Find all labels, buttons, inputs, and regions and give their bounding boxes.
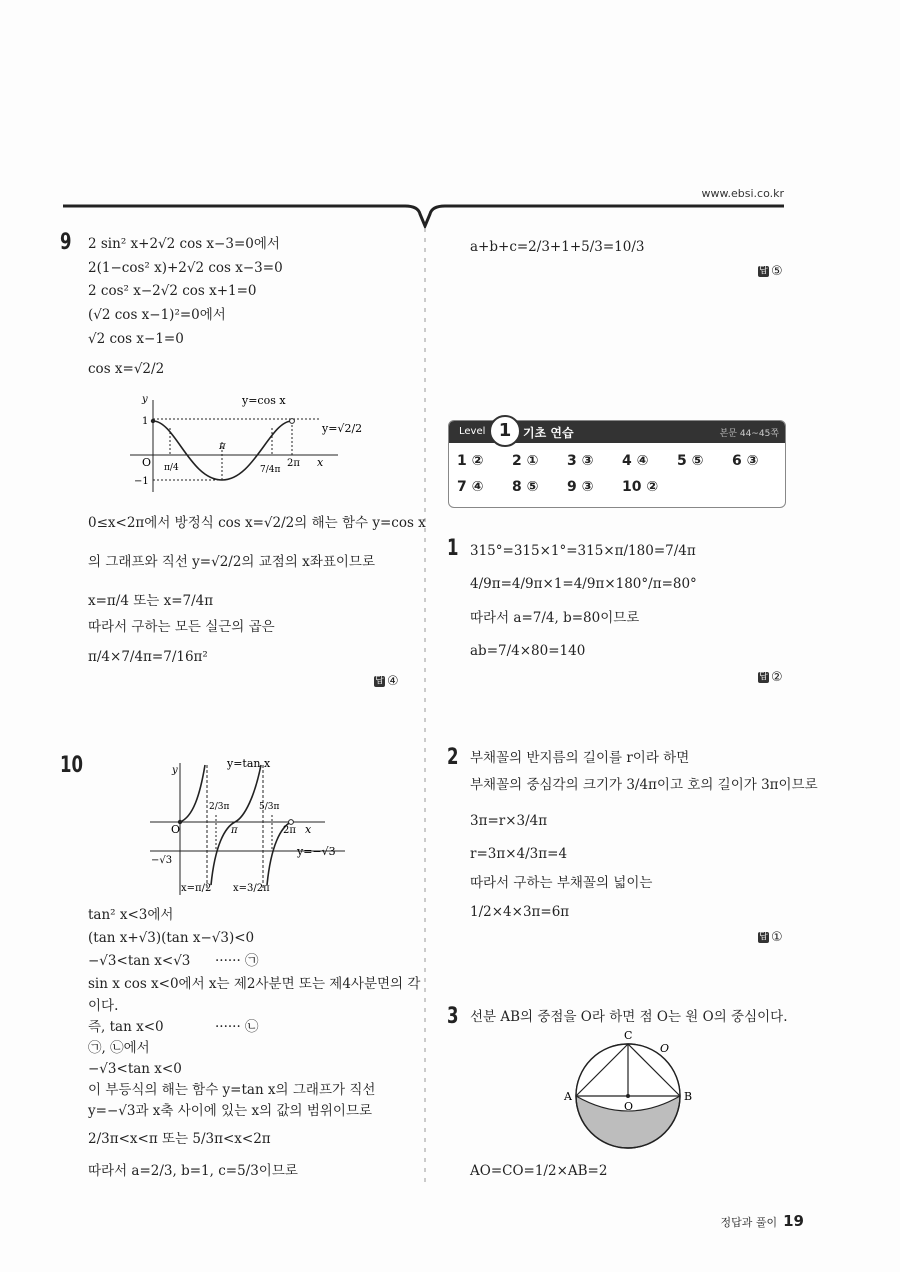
level-answer: 1 ② bbox=[457, 453, 484, 469]
point-c: C bbox=[624, 1029, 633, 1042]
cos-pi4: π/4 bbox=[164, 463, 179, 473]
q1-line-2: 4/9π=4/9π×1=4/9π×180°/π=80° bbox=[470, 576, 697, 592]
level-ref: 본문 44~45쪽 bbox=[719, 429, 779, 439]
p9-text-3: x=π/4 또는 x=7/4π bbox=[88, 593, 214, 609]
q3-line-1: 선분 AB의 중점을 O라 하면 점 O는 원 O의 중심이다. bbox=[470, 1009, 788, 1025]
p9-line-2: 2(1−cos² x)+2√2 cos x−3=0 bbox=[88, 260, 283, 276]
question-1-number: 1 bbox=[447, 536, 459, 561]
point-a: A bbox=[564, 1090, 572, 1103]
cos-pi: π bbox=[219, 441, 226, 452]
point-b: B bbox=[684, 1090, 693, 1103]
p10-line-11: 2/3π<x<π 또는 5/3π<x<2π bbox=[88, 1131, 271, 1147]
p10-line-7: ㉠, ㉡에서 bbox=[88, 1040, 150, 1056]
circle-diagram bbox=[560, 1026, 700, 1156]
site-url: www.ebsi.co.kr bbox=[701, 187, 784, 200]
q2-line-1: 부채꼴의 반지름의 길이를 r이라 하면 bbox=[470, 750, 690, 766]
q2-line-5: 따라서 구하는 부채꼴의 넓이는 bbox=[470, 875, 653, 891]
tan-asymptote-1: x=π/2 bbox=[181, 883, 212, 894]
tan-asymptote-2: x=3/2π bbox=[233, 883, 270, 894]
p10-line-8: −√3<tan x<0 bbox=[88, 1061, 182, 1077]
cos-graph bbox=[120, 392, 380, 502]
q2-line-6: 1/2×4×3π=6π bbox=[470, 904, 570, 920]
p10-line-6: 즉, tan x<0 bbox=[88, 1019, 164, 1035]
q1-answer: 답 ② bbox=[759, 670, 783, 685]
q2-answer: 답 ① bbox=[759, 930, 783, 945]
level-number-badge: 1 bbox=[489, 415, 521, 447]
page-footer bbox=[720, 1212, 804, 1230]
q3-line-2: AO=CO=1/2×AB=2 bbox=[470, 1163, 608, 1179]
level-answer: 5 ⑤ bbox=[677, 453, 704, 469]
level-answer: 2 ① bbox=[512, 453, 539, 469]
p10-line-10: y=−√3과 x축 사이에 있는 x의 값의 범위이므로 bbox=[88, 1103, 373, 1119]
cos-one: 1 bbox=[142, 416, 149, 427]
question-3-number: 3 bbox=[447, 1004, 459, 1029]
tan-title: y=tan x bbox=[227, 757, 271, 770]
p9-text-2: 의 그래프와 직선 y=√2/2의 교점의 x좌표이므로 bbox=[88, 554, 375, 570]
p10-line-5: 이다. bbox=[88, 998, 119, 1014]
footer-label: 정답과 풀이 bbox=[720, 1216, 778, 1229]
level-answer: 9 ③ bbox=[567, 479, 594, 495]
tan-pi: π bbox=[231, 825, 238, 836]
tan-origin: O bbox=[171, 823, 181, 836]
r-top-answer: 답 ⑤ bbox=[759, 264, 783, 279]
cos-y-label: y bbox=[142, 394, 148, 405]
tan-2pi: 2π bbox=[283, 825, 296, 836]
p10-line-1: tan² x<3에서 bbox=[88, 907, 174, 923]
p9-answer: 답 ④ bbox=[375, 674, 399, 689]
p10-line-3-mark: ······ ㉠ bbox=[215, 953, 259, 969]
tan-y-label: y bbox=[172, 765, 178, 776]
cos-origin: O bbox=[142, 456, 152, 469]
answer-icon: 답 bbox=[759, 266, 768, 276]
circle-o-label: O bbox=[660, 1042, 670, 1055]
q2-line-2: 부채꼴의 중심각의 크기가 3/4π이고 호의 길이가 3π이므로 bbox=[470, 777, 818, 793]
level-header bbox=[449, 421, 785, 443]
p9-text-4: 따라서 구하는 모든 실근의 곱은 bbox=[88, 619, 275, 635]
tan-graph bbox=[145, 755, 360, 900]
p10-line-9: 이 부등식의 해는 함수 y=tan x의 그래프가 직선 bbox=[88, 1082, 376, 1098]
p10-line-3: −√3<tan x<√3 bbox=[88, 953, 191, 969]
level-answer: 6 ③ bbox=[732, 453, 759, 469]
cos-line-label: y=√2/2 bbox=[322, 422, 363, 435]
p9-text-5: π/4×7/4π=7/16π² bbox=[88, 649, 208, 665]
level-answer: 4 ④ bbox=[622, 453, 649, 469]
cos-x-label: x bbox=[317, 456, 324, 469]
answer-icon: 답 bbox=[759, 672, 768, 682]
cos-2pi: 2π bbox=[287, 458, 300, 469]
p10-line-2: (tan x+√3)(tan x−√3)<0 bbox=[88, 930, 255, 946]
cos-title: y=cos x bbox=[242, 394, 286, 407]
level-label: Level bbox=[459, 426, 486, 437]
p9-line-5: √2 cos x−1=0 bbox=[88, 331, 184, 347]
p10-line-12: 따라서 a=2/3, b=1, c=5/3이므로 bbox=[88, 1163, 298, 1179]
page-number: 19 bbox=[783, 1212, 804, 1230]
tan-line-label: y=−√3 bbox=[297, 845, 336, 858]
tan-2-3pi: 2/3π bbox=[209, 802, 230, 812]
question-2-number: 2 bbox=[447, 745, 459, 770]
level-title: 기초 연습 bbox=[523, 426, 574, 440]
p10-line-6-mark: ······ ㉡ bbox=[215, 1019, 259, 1035]
p9-line-4: (√2 cos x−1)²=0에서 bbox=[88, 307, 226, 323]
answer-icon: 답 bbox=[759, 932, 768, 942]
p9-line-1: 2 sin² x+2√2 cos x−3=0에서 bbox=[88, 236, 280, 252]
p9-text-1: 0≤x<2π에서 방정식 cos x=√2/2의 해는 함수 y=cos x bbox=[88, 515, 426, 531]
r-top-line: a+b+c=2/3+1+5/3=10/3 bbox=[470, 239, 645, 255]
q2-line-3: 3π=r×3/4π bbox=[470, 813, 548, 829]
tan-x-label: x bbox=[305, 823, 312, 836]
tan-branch-1 bbox=[180, 765, 205, 822]
cos-minus-one: −1 bbox=[134, 476, 149, 487]
level-answer: 10 ② bbox=[622, 479, 659, 495]
level-answer: 3 ③ bbox=[567, 453, 594, 469]
problem-9-number: 9 bbox=[60, 230, 72, 255]
p9-line-3: 2 cos² x−2√2 cos x+1=0 bbox=[88, 283, 257, 299]
q1-line-3: 따라서 a=7/4, b=80이므로 bbox=[470, 610, 640, 626]
p10-line-4: sin x cos x<0에서 x는 제2사분면 또는 제4사분면의 각 bbox=[88, 976, 421, 992]
level-panel bbox=[448, 420, 786, 508]
tan-neg-sqrt3: −√3 bbox=[151, 855, 173, 866]
answer-icon: 답 bbox=[375, 676, 384, 686]
center-o: O bbox=[624, 1100, 634, 1113]
problem-10-number: 10 bbox=[60, 753, 83, 778]
q1-line-1: 315°=315×1°=315×π/180=7/4π bbox=[470, 543, 696, 559]
p9-line-6: cos x=√2/2 bbox=[88, 361, 165, 377]
level-answer: 8 ⑤ bbox=[512, 479, 539, 495]
level-answer: 7 ④ bbox=[457, 479, 484, 495]
q1-line-4: ab=7/4×80=140 bbox=[470, 643, 586, 659]
cos-7-4pi: 7/4π bbox=[260, 465, 281, 475]
tan-5-3pi: 5/3π bbox=[259, 802, 280, 812]
q2-line-4: r=3π×4/3π=4 bbox=[470, 846, 568, 862]
